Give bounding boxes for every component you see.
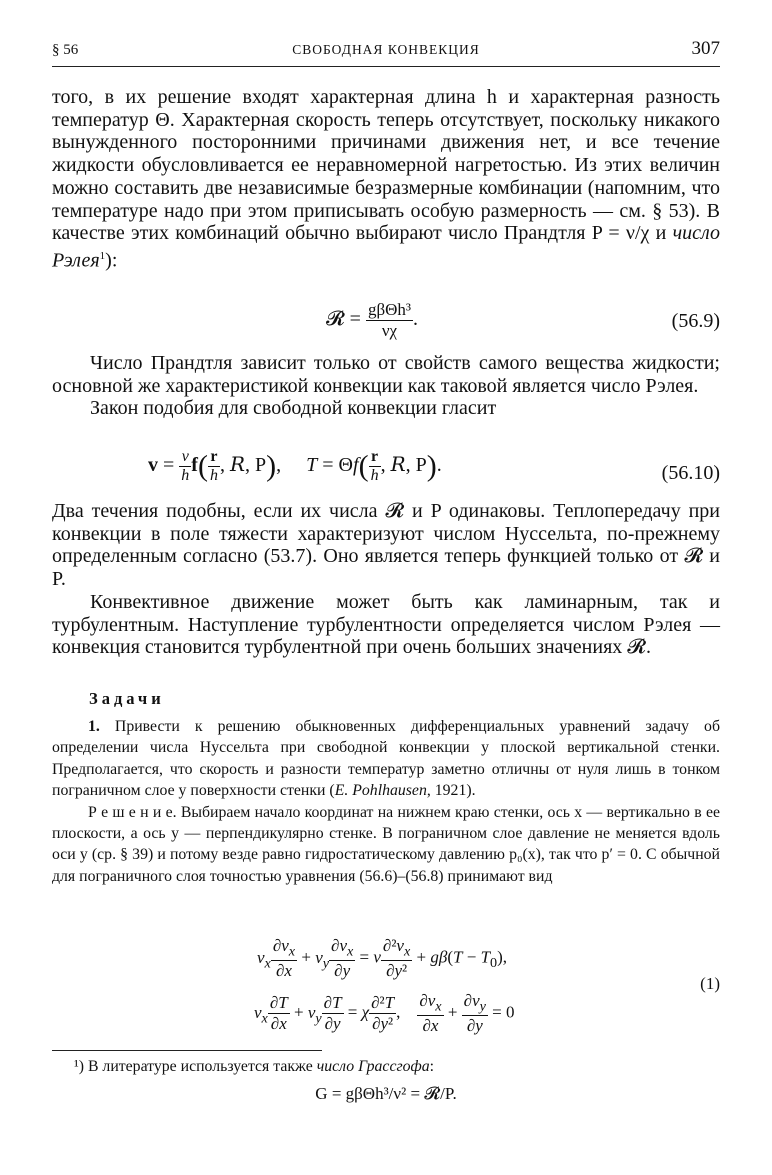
footnote-formula: G = gβΘh³/ν² = 𝓡/P. [315, 1084, 457, 1104]
paragraph-1: того, в их решение входят характерная длина h и характерная разность температур Θ. Характерная скорость теперь отсутствует, поскольку никакого вынужденного посторонними причинами движения нет, и все течение жидкости обусловливается ее неравномерной нагретостью. Из этих величин можно составить две независимые безразмерные комбинации (напомним, что температуре надо при этом приписывать особую размерность — см. § 53). В качестве этих комбинаций обычно выбирают число Прандтля P = ν/χ и число Рэлея$^1$): [52, 86, 721, 272]
eq-56-9-lhs: 𝓡 = [326, 308, 361, 331]
eq-1-line-1: $v_x$ $\frac{\partial v_x}{\partial x}$ + $v_y$ $\frac{\partial v_x}{\partial y}$ = ν $\frac{\partial^2v_x}{\text{∂y²}}$ + $g\beta(T - T_0)$, [257, 936, 508, 981]
equation-56-9 [52, 300, 720, 350]
tasks-heading-wrap [89, 689, 757, 709]
solution-text: Выбираем начало координат на нижнем краю стенки, ось x — вертикально в ее плоскости, а ось y — перпендикулярно стенке. В пограничном слое давление не меняется вдоль оси y (ср. § 39) и потому везде равно гидростатическому давлению p₀(x), так что p′ = 0. С обычной для пограничного слоя точностью уравнения (56.6)–(56.8) принимают вид [52, 803, 720, 885]
footnote-colon: : [429, 1058, 435, 1075]
equation-56-10: v = $\frac{\nu}{h}$ f( $\frac{r}{h}$ , R, P), T = Θf( $\frac{r}{h}$ , R, P). (56.10) [148, 448, 720, 484]
rayleigh-term: число Рэлея [52, 222, 721, 272]
eq-1-number: (1) [700, 974, 720, 993]
eq-56-10-number: (56.10) [661, 462, 720, 484]
paragraph-5-text: Конвективное движение может быть как ламинарным, так и турбулентным. Наступление турбулентности определяется числом Рэлея — конвекция становится турбулентной при очень больших значениях 𝓡. [52, 590, 720, 659]
eq-56-9-number: (56.9) [671, 310, 720, 332]
page-number: 307 [691, 38, 720, 59]
paragraph-4 [52, 500, 720, 659]
eq-56-9-numerator: gβΘh³ [367, 300, 411, 319]
running-title: СВОБОДНАЯ КОНВЕКЦИЯ [292, 42, 480, 57]
eq-56-9-period: . [413, 308, 418, 331]
paragraph-4-text: Два течения подобны, если их числа 𝓡 и P одинаковы. Теплопередачу при конвекции в поле тяжести характеризуют числом Нуссельта, по-прежнему определенным согласно (53.7). Оно является теперь функцией только от 𝓡 и P. [52, 500, 720, 591]
header-rule [52, 66, 720, 67]
task-1-text: Привести к решению обыкновенных дифференциальных уравнений задачу об определении числа Нуссельта при свободной конвекции у плоской вертикальной стенки. Предполагается, что скорость и разности температур заметно отличны от нуля лишь в тонком пограничном слое у поверхности стенки ( [52, 718, 720, 800]
paragraph-2 [52, 352, 720, 420]
prandtl-definition: P = ν/χ и [591, 222, 673, 245]
tasks-heading: Задачи [89, 689, 165, 708]
paragraph-3-text: Закон подобия для свободной конвекции гласит [90, 397, 497, 420]
colon: : [111, 249, 118, 272]
task-1-year: , 1921). [426, 782, 476, 800]
task-1-number: 1. [88, 718, 100, 735]
eq-1-line-2: $v_x$ $\frac{\partial T}{\partial x}$ + $v_y$ $\frac{\partial T}{\partial y}$ = χ $\frac{\text{∂²T}}{\text{∂y²}}$ , $\frac{\partial v_x}{\partial x}$ + $\frac{\partial v_y}{\partial y}$ = 0 [254, 991, 515, 1036]
eq-56-9-denominator: νχ [381, 321, 398, 340]
footnote-grashof: число Грассгофа [316, 1058, 430, 1075]
footnote-rule [52, 1050, 322, 1051]
section-number: § 56 [52, 42, 79, 58]
task-1-author: E. Pohlhausen [334, 782, 427, 800]
equation-1 [52, 936, 720, 1044]
task-1 [52, 716, 720, 887]
paragraph-1-text: того, в их решение входят характерная длина h и характерная разность температур Θ. Характерная скорость теперь отсутствует, поскольку никакого вынужденного посторонними причинами движения нет, и все течение жидкости обусловливается ее неравномерной нагретостью. Из этих величин можно составить две независимые безразмерные комбинации (напомним, что температуре надо при этом приписывать особую размерность — см. § 53). В качестве этих комбинаций обычно выбирают число Прандтля [52, 86, 720, 245]
paragraph-2-text: Число Прандтля зависит только от свойств самого вещества жидкости; основной же характеристикой конвекции как таковой является число Рэлея. [52, 352, 720, 397]
footnote-text: ¹) В литературе используется также [74, 1058, 317, 1075]
solution-label: Р е ш е н и е. [88, 803, 177, 821]
footnote [52, 1056, 720, 1105]
running-header [52, 36, 720, 66]
